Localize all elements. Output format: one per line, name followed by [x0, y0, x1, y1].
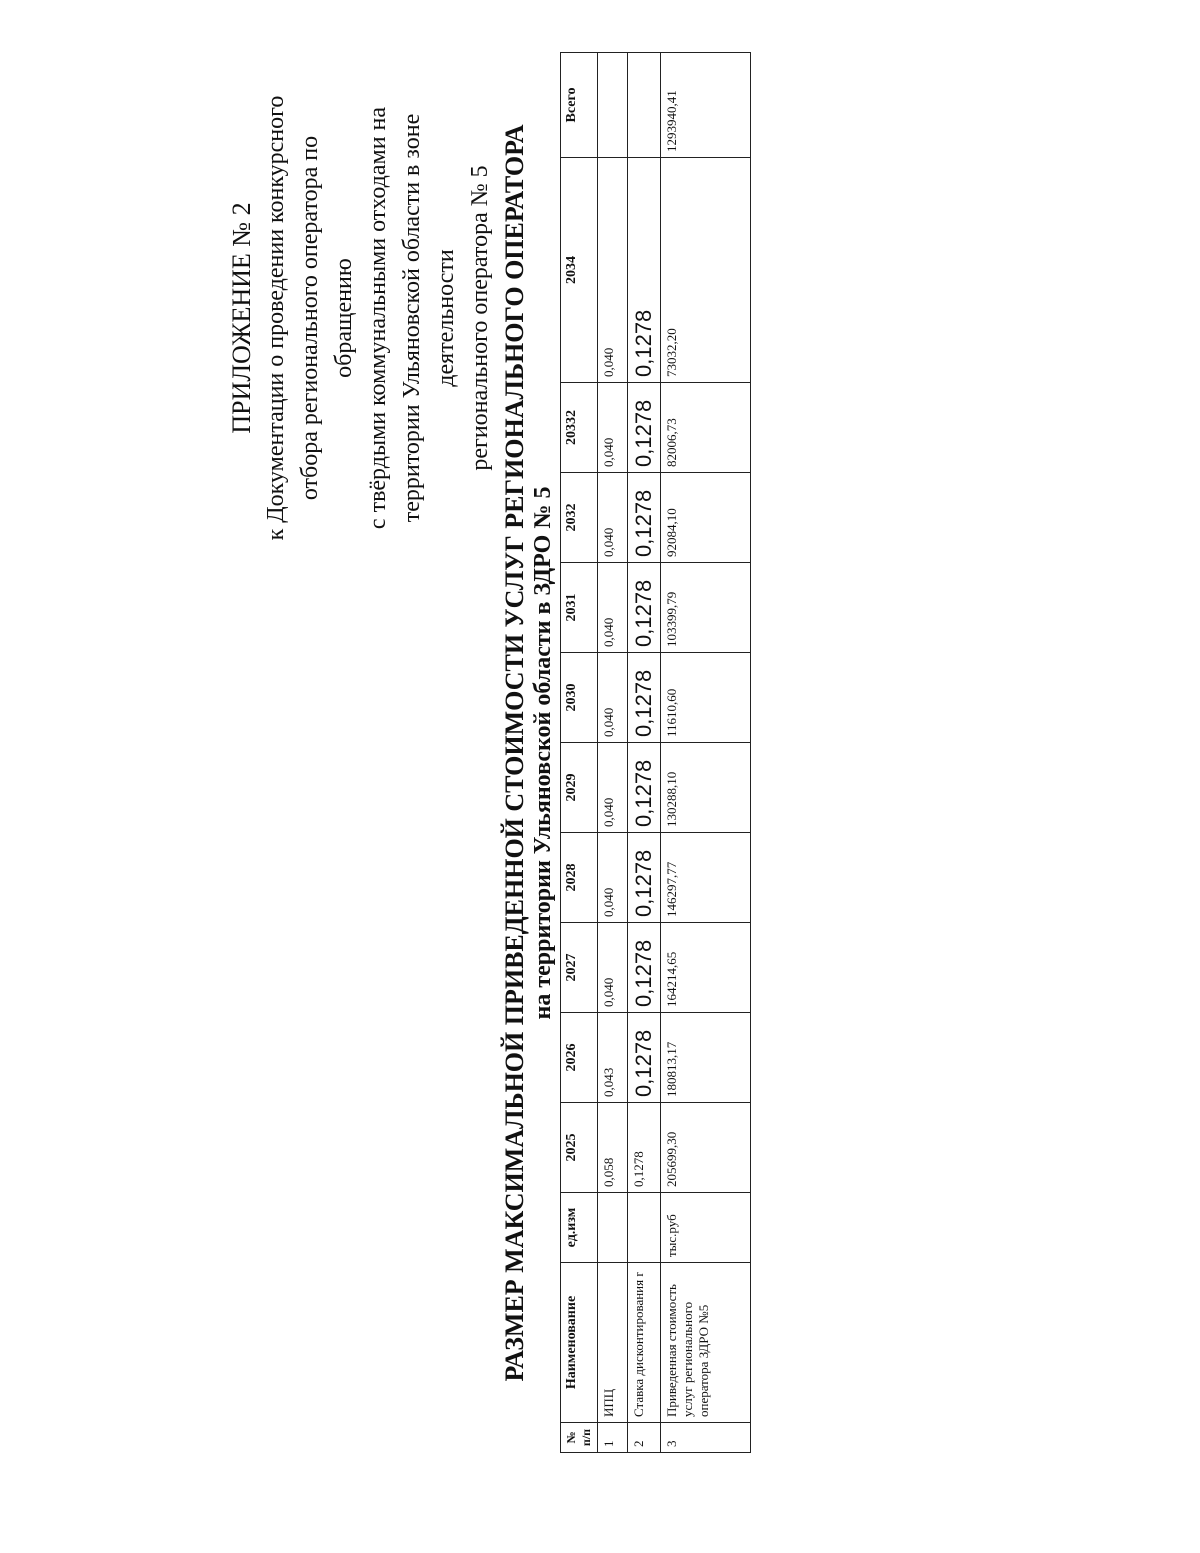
- cell-value: 0,1278: [628, 743, 661, 833]
- row-name: ИПЦ: [598, 1263, 628, 1423]
- header-total: Всего: [561, 53, 598, 158]
- header-2032: 2032: [561, 473, 598, 563]
- row-num: 2: [628, 1423, 661, 1453]
- cell-value: 0,1278: [628, 923, 661, 1013]
- appendix-line: к Документации о проведении конкурсного: [263, 95, 289, 541]
- row-total: [628, 53, 661, 158]
- cell-value: 0,1278: [628, 653, 661, 743]
- row-name: Ставка дисконтирования r: [628, 1263, 661, 1423]
- appendix-line: отбора регионального оператора по обращению: [297, 135, 357, 501]
- header-2026: 2026: [561, 1013, 598, 1103]
- row-unit: тыс.руб: [661, 1193, 751, 1263]
- row-num: 1: [598, 1423, 628, 1453]
- cell-value: 0,040: [598, 923, 628, 1013]
- appendix-block: [225, 83, 497, 553]
- appendix-line: территории Ульяновской области в зоне: [399, 113, 425, 523]
- header-2034: 2034: [561, 158, 598, 383]
- cell-value: 0,040: [598, 743, 628, 833]
- cell-value: 82006,73: [661, 383, 751, 473]
- appendix-line: с твёрдыми коммунальными отходами на: [365, 106, 391, 530]
- cost-table: [560, 52, 751, 1453]
- header-2030: 2030: [561, 653, 598, 743]
- header-num: № п/п: [561, 1423, 598, 1453]
- cell-value: 0,1278: [628, 158, 661, 383]
- appendix-line: регионального оператора № 5: [467, 165, 493, 471]
- cell-value: 0,040: [598, 833, 628, 923]
- header-2025: 2025: [561, 1103, 598, 1193]
- appendix-title: ПРИЛОЖЕНИЕ № 2: [227, 202, 256, 434]
- cell-value: 164214,65: [661, 923, 751, 1013]
- cell-value: 0,1278: [628, 383, 661, 473]
- table-header-row: [561, 53, 598, 1453]
- cell-value: 92084,10: [661, 473, 751, 563]
- cell-value: 11610,60: [661, 653, 751, 743]
- cell-value: 180813,17: [661, 1013, 751, 1103]
- table-subtitle: на территории Ульяновской области в ЗДРО № 5: [530, 486, 556, 1020]
- row-name: Приведенная стоимость услуг регионального оператора ЗДРО №5: [661, 1263, 751, 1423]
- cell-value: 73032,20: [661, 158, 751, 383]
- row-num: 3: [661, 1423, 751, 1453]
- cell-value: 0,040: [598, 158, 628, 383]
- rotated-page: [100, 53, 1200, 1453]
- row-total: [598, 53, 628, 158]
- cell-value: 0,1278: [628, 473, 661, 563]
- cell-value: 130288,10: [661, 743, 751, 833]
- cell-value: 205699,30: [661, 1103, 751, 1193]
- header-2029: 2029: [561, 743, 598, 833]
- row-unit: [598, 1193, 628, 1263]
- table-row: [598, 53, 628, 1453]
- cell-value: 103399,79: [661, 563, 751, 653]
- cell-value: 0,1278: [628, 1103, 661, 1193]
- table-row: [628, 53, 661, 1453]
- cell-value: 0,040: [598, 383, 628, 473]
- table-title: РАЗМЕР МАКСИМАЛЬНОЙ ПРИВЕДЕННОЙ СТОИМОСТИ УСЛУГ РЕГИОНАЛЬНОГО ОПЕРАТОРА: [500, 124, 529, 1382]
- cell-value: 0,1278: [628, 833, 661, 923]
- row-unit: [628, 1193, 661, 1263]
- cell-value: 0,058: [598, 1103, 628, 1193]
- cell-value: 0,043: [598, 1013, 628, 1103]
- table-title-block: [500, 53, 558, 1453]
- table-row: [661, 53, 751, 1453]
- cell-value: 0,040: [598, 653, 628, 743]
- cell-value: 0,040: [598, 473, 628, 563]
- header-name: Наименование: [561, 1263, 598, 1423]
- row-total: 1293940,41: [661, 53, 751, 158]
- header-2028: 2028: [561, 833, 598, 923]
- cell-value: 0,1278: [628, 563, 661, 653]
- header-2027: 2027: [561, 923, 598, 1013]
- header-2031: 2031: [561, 563, 598, 653]
- cell-value: 0,040: [598, 563, 628, 653]
- header-unit: ед.изм: [561, 1193, 598, 1263]
- appendix-line: деятельности: [433, 249, 459, 387]
- header-20332: 20332: [561, 383, 598, 473]
- cell-value: 146297,77: [661, 833, 751, 923]
- cell-value: 0,1278: [628, 1013, 661, 1103]
